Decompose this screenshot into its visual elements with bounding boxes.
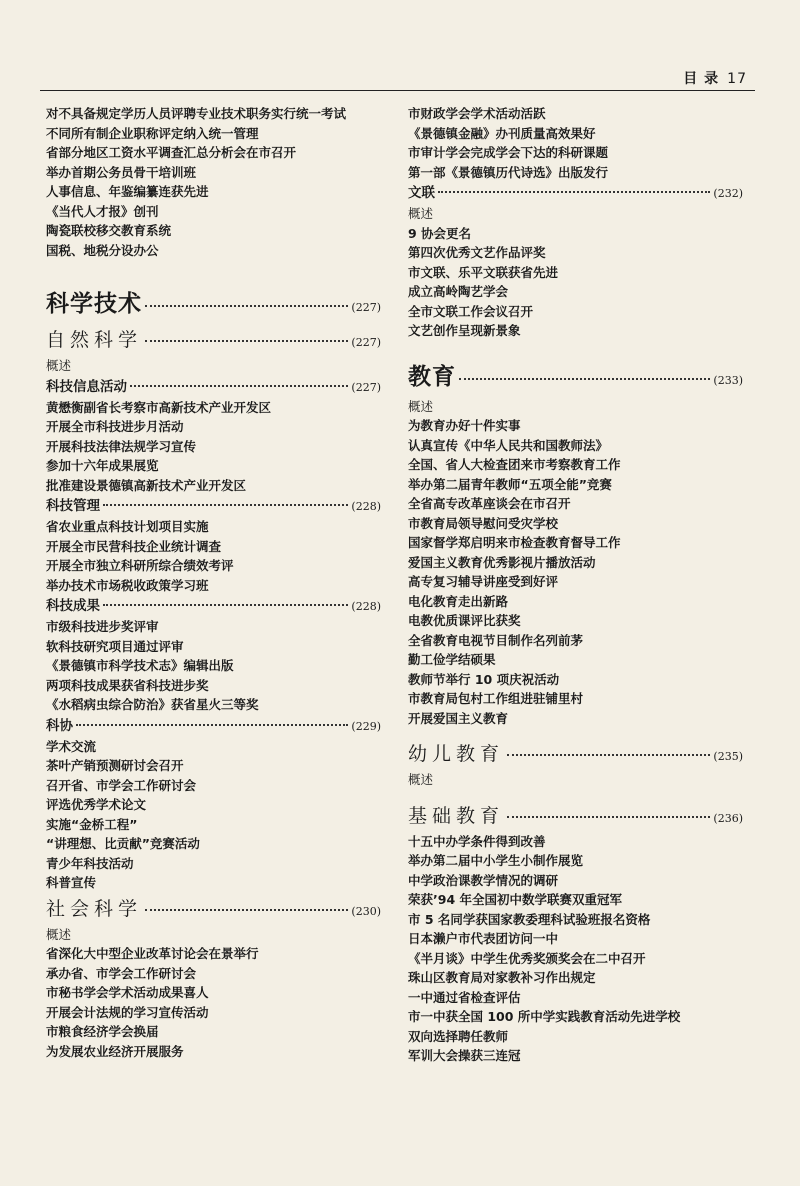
toc-item[interactable]: 市文联、乐平文联获省先进: [408, 264, 559, 280]
toc-item[interactable]: 勤工俭学结硕果: [408, 652, 496, 667]
section-page: (227): [351, 301, 381, 314]
toc-item[interactable]: 软科技研究项目通过评审: [46, 638, 184, 654]
toc-item[interactable]: 全国、省人大检查团来市考察教育工作: [408, 457, 621, 472]
leader-dots: [507, 816, 710, 818]
toc-item[interactable]: 科普宣传: [46, 875, 97, 890]
subsection-page: (229): [351, 719, 381, 733]
toc-item[interactable]: 人事信息、年鉴编纂连获先进: [46, 184, 209, 199]
toc-item[interactable]: 市粮食经济学会换届: [46, 1024, 159, 1039]
subsection-label: 科技成果: [46, 598, 100, 614]
toc-item[interactable]: 开展全市科技进步月活动: [46, 419, 184, 434]
page-header: [40, 66, 755, 91]
section-page: (230): [351, 904, 381, 918]
toc-item[interactable]: 《当代人才报》创刊: [46, 203, 159, 219]
toc-item[interactable]: 概述: [46, 926, 72, 942]
toc-item[interactable]: 评选优秀学术论文: [46, 797, 147, 812]
leader-dots: [145, 305, 348, 307]
section-label: 教育: [408, 363, 456, 390]
toc-item[interactable]: 市财政学会学术活动活跃: [408, 106, 546, 121]
toc-item[interactable]: 双向选择聘任教师: [408, 1028, 509, 1044]
toc-item[interactable]: 第一部《景德镇历代诗选》出版发行: [408, 164, 609, 180]
toc-item[interactable]: 电化教育走出新路: [408, 593, 509, 609]
toc-item[interactable]: 电教优质课评比获奖: [408, 613, 521, 628]
section-label: 科学技术: [46, 291, 142, 317]
toc-item[interactable]: 《半月谈》中学生优秀奖颁奖会在二中召开: [408, 950, 646, 966]
subsection-page: (227): [351, 380, 381, 394]
section-page: (236): [713, 811, 743, 825]
toc-item[interactable]: 为教育办好十件实事: [408, 418, 521, 433]
toc-item[interactable]: 对不具备规定学历人员评聘专业技术职务实行统一考试: [46, 106, 347, 121]
section-page: (227): [351, 336, 381, 349]
toc-item[interactable]: 概述: [408, 398, 434, 414]
toc-item[interactable]: 概述: [408, 206, 434, 221]
toc-item[interactable]: 中学政治课教学情况的调研: [408, 872, 559, 888]
toc-item[interactable]: 市教育局领导慰问受灾学校: [408, 515, 559, 531]
toc-item[interactable]: 开展全市民营科技企业统计调查: [46, 538, 222, 554]
subsection-page: (228): [351, 600, 381, 613]
toc-left-column: [46, 104, 381, 1061]
toc-item[interactable]: 概述: [408, 772, 434, 787]
leader-dots: [103, 504, 348, 506]
toc-item[interactable]: 全省教育电视节目制作名列前茅: [408, 632, 584, 648]
toc-item[interactable]: 黄懋衡副省长考察市高新技术产业开发区: [46, 399, 272, 415]
toc-item[interactable]: 举办技术市场税收政策学习班: [46, 577, 209, 593]
toc-item[interactable]: 市教育局包村工作组进驻铺里村: [408, 691, 584, 706]
section-label: 基础教育: [408, 804, 505, 827]
subsection-label: 科技管理: [46, 498, 100, 514]
section-entry-zrkx[interactable]: [46, 324, 381, 356]
page-number: 17: [727, 71, 747, 87]
toc-item[interactable]: 全市文联工作会议召开: [408, 303, 534, 319]
toc-item[interactable]: 十五中办学条件得到改善: [408, 833, 546, 849]
toc-item[interactable]: 文艺创作呈现新景象: [408, 323, 521, 338]
toc-item[interactable]: 成立高岭陶艺学会: [408, 284, 509, 299]
toc-item[interactable]: “讲理想、比贡献”竞赛活动: [46, 836, 200, 851]
toc-item[interactable]: 军训大会操获三连冠: [408, 1048, 521, 1063]
subsection-label: 科技信息活动: [46, 378, 127, 395]
section-entry-jcjy[interactable]: [408, 800, 743, 832]
toc-item[interactable]: 国税、地税分设办公: [46, 242, 159, 258]
leader-dots: [145, 909, 348, 911]
toc-item[interactable]: 珠山区教育局对家教补习作出规定: [408, 970, 596, 985]
toc-item[interactable]: 学术交流: [46, 738, 97, 754]
section-label: 社会科学: [46, 897, 143, 920]
toc-item[interactable]: 陶瓷联校移交教育系统: [46, 223, 172, 238]
toc-item[interactable]: 9 协会更名: [408, 225, 472, 241]
toc-item[interactable]: 省深化大中型企业改革讨论会在景举行: [46, 946, 259, 961]
section-entry-yejy[interactable]: [408, 738, 743, 770]
toc-item[interactable]: 开展会计法规的学习宣传活动: [46, 1004, 209, 1020]
subsection-page: (232): [713, 187, 743, 200]
toc-item[interactable]: 省部分地区工资水平调查汇总分析会在市召开: [46, 145, 297, 160]
toc-item[interactable]: 国家督学郑启明来市检查教育督导工作: [408, 535, 621, 550]
toc-item[interactable]: 高专复习辅导讲座受到好评: [408, 574, 559, 589]
leader-dots: [459, 378, 710, 380]
toc-item[interactable]: 第四次优秀文艺作品评奖: [408, 245, 546, 260]
toc-item[interactable]: 青少年科技活动: [46, 855, 134, 871]
leader-dots: [145, 340, 348, 342]
running-head: [683, 68, 747, 88]
toc-item[interactable]: 一中通过省检查评估: [408, 989, 521, 1005]
section-entry-jy[interactable]: [408, 357, 743, 397]
toc-item[interactable]: 举办第二届中小学生小制作展览: [408, 853, 584, 868]
toc-item[interactable]: 《景德镇金融》办刊质量高效果好: [408, 125, 596, 141]
section-label: 自然科学: [46, 329, 143, 351]
toc-item[interactable]: 参加十六年成果展览: [46, 458, 159, 473]
section-page: (235): [713, 750, 743, 763]
section-entry-kxjs[interactable]: [46, 284, 381, 324]
subsection-label: 科协: [46, 717, 73, 734]
subsection-page: (228): [351, 500, 381, 513]
toc-item[interactable]: 市 5 名同学获国家教委理科试验班报名资格: [408, 911, 651, 927]
toc-item[interactable]: 《水稻病虫综合防治》获省星火三等奖: [46, 697, 259, 712]
toc-item[interactable]: 省农业重点科技计划项目实施: [46, 519, 209, 534]
leader-dots: [103, 604, 348, 606]
leader-dots: [76, 724, 348, 726]
toc-item[interactable]: 为发展农业经济开展服务: [46, 1043, 184, 1059]
header-title: 目 录: [683, 71, 720, 87]
toc-item[interactable]: 两项科技成果获省科技进步奖: [46, 677, 209, 693]
subsection-label: 文联: [408, 185, 435, 201]
toc-item[interactable]: 开展科技法律法规学习宣传: [46, 438, 197, 454]
toc-item[interactable]: 荣获’94 年全国初中数学联赛双重冠军: [408, 892, 622, 907]
subsection-entry-xxhd[interactable]: [46, 376, 381, 398]
toc-item[interactable]: 教师节举行 10 项庆祝活动: [408, 671, 560, 687]
toc-item[interactable]: 开展全市独立科研所综合绩效考评: [46, 558, 234, 573]
toc-item[interactable]: 认真宣传《中华人民共和国教师法》: [408, 437, 609, 453]
toc-item[interactable]: 市审计学会完成学会下达的科研课题: [408, 145, 609, 160]
toc-item[interactable]: 全省高专改革座谈会在市召开: [408, 496, 571, 511]
subsection-entry-kx[interactable]: [46, 715, 381, 737]
toc-item[interactable]: 承办省、市学会工作研讨会: [46, 965, 197, 981]
section-label: 幼儿教育: [408, 743, 505, 765]
toc-item[interactable]: 召开省、市学会工作研讨会: [46, 777, 197, 793]
toc-right-column: [408, 104, 743, 1066]
toc-item[interactable]: 市一中获全国 100 所中学实践教育活动先进学校: [408, 1009, 681, 1024]
toc-item[interactable]: 不同所有制企业职称评定纳入统一管理: [46, 125, 259, 141]
subsection-entry-kjgl[interactable]: [46, 495, 381, 517]
subsection-entry-kjcg[interactable]: [46, 595, 381, 617]
toc-item[interactable]: 市秘书学会学术活动成果喜人: [46, 985, 209, 1000]
subsection-entry-wl[interactable]: [408, 182, 743, 204]
toc-item[interactable]: 茶叶产销预测研讨会召开: [46, 758, 184, 773]
section-page: (233): [713, 373, 743, 387]
toc-item[interactable]: 举办首期公务员骨干培训班: [46, 164, 197, 180]
section-entry-shkx[interactable]: [46, 893, 381, 925]
leader-dots: [130, 385, 348, 387]
toc-item[interactable]: 开展爱国主义教育: [408, 710, 509, 726]
toc-item[interactable]: 批准建设景德镇高新技术产业开发区: [46, 477, 247, 493]
toc-item[interactable]: 爱国主义教育优秀影视片播放活动: [408, 554, 596, 570]
toc-item[interactable]: 举办第二届青年教师“五项全能”竞赛: [408, 476, 612, 492]
toc-item[interactable]: 日本濑户市代表团访问一中: [408, 931, 559, 946]
toc-item[interactable]: 市级科技进步奖评审: [46, 619, 159, 634]
toc-item[interactable]: 《景德镇市科学技术志》编辑出版: [46, 658, 234, 673]
toc-item[interactable]: 概述: [46, 358, 72, 373]
toc-item[interactable]: 实施“金桥工程”: [46, 816, 138, 832]
leader-dots: [438, 191, 710, 193]
leader-dots: [507, 754, 710, 756]
